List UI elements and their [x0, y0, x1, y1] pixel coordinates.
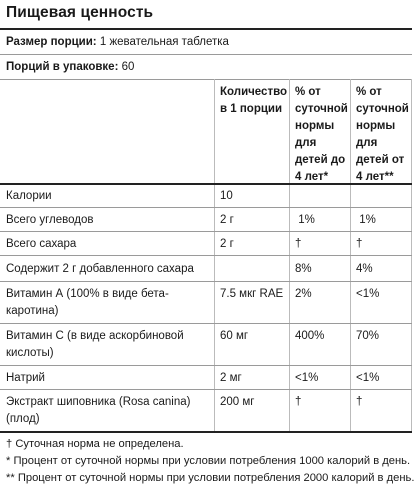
row-dv-over-4: † [356, 396, 363, 408]
row-name-line: (плод) [6, 413, 40, 425]
header-line: для [295, 137, 317, 149]
serving-size-value: 1 жевательная таблетка [96, 36, 229, 48]
row-dv-under-4: 2% [295, 288, 312, 300]
row-divider [0, 389, 412, 390]
serving-size-label: Размер порции: [6, 36, 97, 48]
row-dv-over-4: 1% [356, 214, 376, 226]
row-dv-over-4: <1% [356, 372, 380, 384]
header-line: детей до [295, 154, 346, 166]
header-line: суточной [295, 103, 348, 115]
header-line: нормы [356, 120, 396, 132]
row-name-line: Витамин А (100% в виде бета- [6, 288, 169, 300]
row-name [6, 328, 184, 362]
divider [0, 54, 412, 55]
row-amount: 2 г [220, 214, 234, 226]
header-line: 4 лет** [356, 171, 394, 183]
row-name: Всего сахара [6, 238, 77, 250]
row-name-line: Экстракт шиповника (Rosa canina) [6, 396, 191, 408]
header-line: % от [356, 86, 382, 98]
divider [0, 28, 412, 30]
header-dv-under-4 [295, 84, 348, 186]
row-name: Всего углеводов [6, 214, 94, 226]
row-dv-over-4: 4% [356, 263, 373, 275]
header-amount [220, 84, 287, 118]
header-line: Количество [220, 86, 288, 98]
row-amount: 2 мг [220, 372, 242, 384]
row-name-line: каротина) [6, 305, 59, 317]
header-line: нормы [295, 120, 335, 132]
servings-value: 60 [118, 61, 135, 73]
footnote-under-4: * Процент от суточной нормы при условии потребления 1000 калорий в день. [6, 455, 411, 467]
header-line: % от [295, 86, 321, 98]
row-name-line: кислоты) [6, 347, 54, 359]
header-dv-over-4 [356, 84, 409, 186]
row-name [6, 394, 190, 428]
row-dv-under-4: 1% [295, 214, 315, 226]
row-divider [0, 281, 412, 282]
header-line: для [356, 137, 378, 149]
row-divider [0, 231, 412, 232]
row-name-line: Витамин С (в виде аскорбиновой [6, 330, 184, 342]
row-divider [0, 365, 412, 366]
divider [0, 183, 412, 185]
footnote-dagger: † Суточная норма не определена. [6, 438, 184, 450]
row-dv-under-4: † [295, 396, 302, 408]
row-divider [0, 255, 412, 256]
header-line: 4 лет* [295, 171, 329, 183]
row-name: Натрий [6, 372, 45, 384]
serving-size [6, 36, 229, 48]
row-amount: 10 [220, 190, 233, 202]
row-divider [0, 323, 412, 324]
row-dv-under-4: 8% [295, 263, 312, 275]
row-name [6, 286, 169, 320]
row-amount: 2 г [220, 238, 234, 250]
row-dv-over-4: <1% [356, 288, 380, 300]
servings-label: Порций в упаковке: [6, 61, 119, 73]
row-dv-over-4: 70% [356, 330, 380, 342]
row-amount: 7.5 мкг RAE [220, 288, 284, 300]
row-divider [0, 207, 412, 208]
panel-title: Пищевая ценность [6, 4, 154, 21]
header-line: детей от [356, 154, 405, 166]
footnote-over-4: ** Процент от суточной нормы при условии потребления 2000 калорий в день. [6, 472, 415, 484]
row-amount: 60 мг [220, 330, 249, 342]
row-dv-under-4: 400% [295, 330, 325, 342]
row-amount: 200 мг [220, 396, 255, 408]
header-line: суточной [356, 103, 409, 115]
row-name: Калории [6, 190, 52, 202]
servings-per-container [6, 61, 134, 73]
row-name: Содержит 2 г добавленного сахара [6, 263, 194, 275]
row-dv-under-4: † [295, 238, 302, 250]
header-line: в 1 порции [220, 103, 283, 115]
row-dv-under-4: <1% [295, 372, 319, 384]
row-dv-over-4: † [356, 238, 363, 250]
divider [0, 431, 412, 433]
